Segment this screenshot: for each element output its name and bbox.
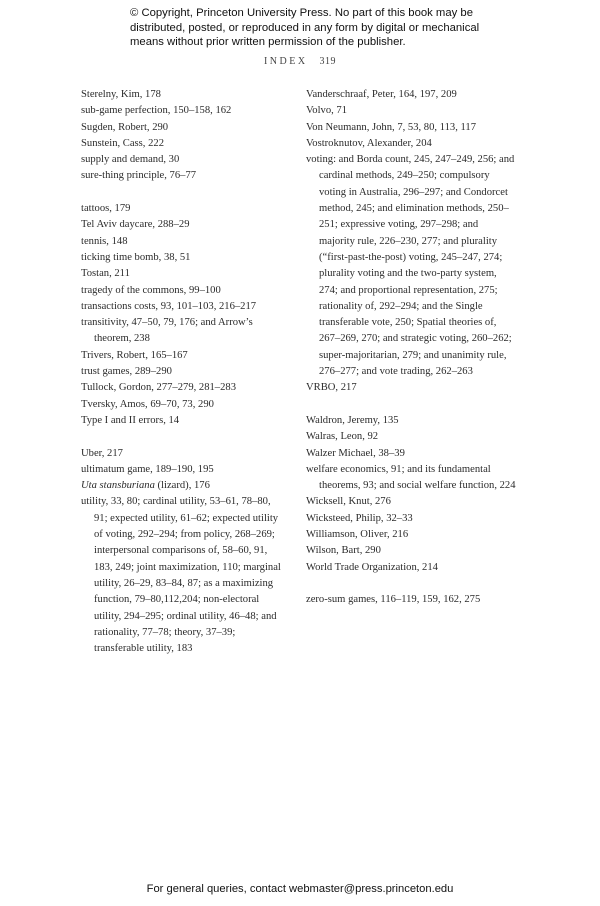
index-entry-text: transactions costs, 93, 101–103, 216–217 bbox=[81, 300, 257, 312]
index-entry bbox=[306, 446, 516, 462]
letter-group-gap bbox=[81, 185, 286, 201]
index-entry bbox=[81, 250, 286, 266]
index-entry-text: VRBO, 217 bbox=[306, 382, 357, 394]
index-entry-text: welfare economics, 91; and its fundamental theorems, 93; and social welfare function, 224 bbox=[306, 463, 516, 492]
index-entry-text: tragedy of the commons, 99–100 bbox=[81, 284, 221, 296]
index-entry bbox=[306, 413, 516, 429]
index-entry bbox=[306, 511, 516, 527]
index-entry bbox=[81, 234, 286, 250]
index-entry-text: Vostroknutov, Alexander, 204 bbox=[306, 137, 432, 149]
index-entry-text: Walzer Michael, 38–39 bbox=[306, 447, 405, 459]
index-entry-text: zero-sum games, 116–119, 159, 162, 275 bbox=[306, 594, 481, 606]
index-entry bbox=[306, 560, 516, 576]
section-title: INDEX bbox=[263, 56, 308, 67]
index-entry-text: (lizard), 176 bbox=[154, 480, 210, 492]
letter-group-gap bbox=[306, 576, 516, 592]
index-entry-text: Tostan, 211 bbox=[81, 268, 130, 280]
index-entry bbox=[81, 152, 286, 168]
index-entry-text: trust games, 289–290 bbox=[81, 366, 172, 378]
index-entry bbox=[81, 299, 286, 315]
index-column-left bbox=[81, 87, 286, 657]
index-entry bbox=[306, 543, 516, 559]
index-entry-text: supply and demand, 30 bbox=[81, 154, 180, 166]
index-entry bbox=[81, 283, 286, 299]
index-entry bbox=[81, 348, 286, 364]
index-entry-italic-term: Uta stansburiana bbox=[81, 480, 155, 492]
index-entry-text: Tullock, Gordon, 277–279, 281–283 bbox=[81, 382, 236, 394]
index-entry bbox=[306, 87, 516, 103]
index-entry-text: Tversky, Amos, 69–70, 73, 290 bbox=[81, 398, 214, 410]
index-entry-text: Volvo, 71 bbox=[306, 105, 348, 117]
index-entry bbox=[81, 494, 286, 657]
index-entry-text: tennis, 148 bbox=[81, 235, 128, 247]
index-entry bbox=[81, 315, 286, 348]
index-entry-text: Waldron, Jeremy, 135 bbox=[306, 414, 399, 426]
index-entry bbox=[81, 103, 286, 119]
index-entry bbox=[81, 397, 286, 413]
index-entry bbox=[306, 462, 516, 495]
index-entry bbox=[306, 429, 516, 445]
footer-contact: For general queries, contact webmaster@press.princeton.edu bbox=[146, 883, 454, 895]
index-entry-text: Uber, 217 bbox=[81, 447, 123, 459]
index-entry bbox=[81, 413, 286, 429]
index-entry-text: voting: and Borda count, 245, 247–249, 256; and cardinal methods, 249–250; compulsory voting in Australia, 296–297; and Condorcet method, 245; and elimination methods, 250–251; expressive voting, 297–298; and majority rule, 226–230, 277; and plurality (“first-past-the-post) voting, 245–247, 274; plurality voting and the two-party system, 274; and proportional representation, 275; rationality of, 292–294; and the Single transferable vote, 250; Spatial theories of, 267–269, 270; and strategic voting, 260–262; super-majoritarian, 279; and unanimity rule, 276–277; and vote trading, 262–263 bbox=[306, 154, 515, 378]
index-entry-text: utility, 33, 80; cardinal utility, 53–61, 78–80, 91; expected utility, 61–62; expected utility of voting, 292–294; from policy, 268–269; interpersonal comparisons of, 58–60, 91, 183, 249; joint maximization, 110; marginal utility, 26–29, 83–84, 87; as a maximizing function, 79–80,112,204; non-electoral utility, 294–295; ordinal utility, 46–48; and rationality, 77–78; theory, 37–39; transferable utility, 183 bbox=[81, 496, 281, 655]
index-entry bbox=[81, 217, 286, 233]
index-entry bbox=[81, 478, 286, 494]
index-entry-text: sure-thing principle, 76–77 bbox=[81, 170, 197, 182]
index-entry-text: Von Neumann, John, 7, 53, 80, 113, 117 bbox=[306, 121, 476, 133]
running-header bbox=[0, 56, 600, 67]
index-entry-text: ultimatum game, 189–190, 195 bbox=[81, 463, 214, 475]
index-entry-text: Tel Aviv daycare, 288–29 bbox=[81, 219, 190, 231]
letter-group-gap bbox=[306, 397, 516, 413]
index-entry bbox=[306, 120, 516, 136]
index-entry bbox=[306, 592, 516, 608]
index-entry-text: Wilson, Bart, 290 bbox=[306, 545, 381, 557]
index-entry bbox=[81, 380, 286, 396]
index-entry bbox=[306, 494, 516, 510]
index-entry-text: tattoos, 179 bbox=[81, 203, 131, 215]
index-entry bbox=[81, 168, 286, 184]
index-entry bbox=[81, 136, 286, 152]
index-entry-text: Trivers, Robert, 165–167 bbox=[81, 349, 188, 361]
index-entry bbox=[81, 87, 286, 103]
index-entry bbox=[81, 446, 286, 462]
index-entry-text: Wicksell, Knut, 276 bbox=[306, 496, 391, 508]
index-entry-text: Sunstein, Cass, 222 bbox=[81, 137, 164, 149]
index-entry bbox=[306, 136, 516, 152]
index-entry-text: transitivity, 47–50, 79, 176; and Arrow’s theorem, 238 bbox=[81, 317, 253, 345]
index-entry-text: Sugden, Robert, 290 bbox=[81, 121, 169, 133]
index-entry-text: Type I and II errors, 14 bbox=[81, 414, 180, 426]
index-entry bbox=[81, 364, 286, 380]
index-entry bbox=[81, 201, 286, 217]
index-entry-text: Vanderschraaf, Peter, 164, 197, 209 bbox=[306, 89, 457, 100]
index-entry-text: World Trade Organization, 214 bbox=[306, 561, 438, 573]
letter-group-gap bbox=[81, 429, 286, 445]
index-entry bbox=[81, 266, 286, 282]
index-entry-text: Sterelny, Kim, 178 bbox=[81, 89, 161, 100]
index-entry-text: ticking time bomb, 38, 51 bbox=[81, 251, 191, 263]
index-entry-text: Williamson, Oliver, 216 bbox=[306, 529, 409, 541]
index-entry bbox=[306, 380, 516, 396]
index-entry-text: sub-game perfection, 150–158, 162 bbox=[81, 105, 232, 117]
index-entry bbox=[306, 527, 516, 543]
index-entry-text: Walras, Leon, 92 bbox=[306, 431, 379, 443]
index-entry bbox=[81, 120, 286, 136]
page-number: 319 bbox=[319, 56, 337, 67]
index-entry bbox=[81, 462, 286, 478]
index-entry bbox=[306, 152, 516, 380]
index-column-right bbox=[306, 87, 516, 609]
copyright-notice: © Copyright, Princeton University Press. No part of this book may be distributed, posted, or reproduced in any form by digital or mechanical means without prior written permission of the publisher. bbox=[130, 7, 480, 48]
index-entry bbox=[306, 103, 516, 119]
index-entry-text: Wicksteed, Philip, 32–33 bbox=[306, 512, 413, 524]
